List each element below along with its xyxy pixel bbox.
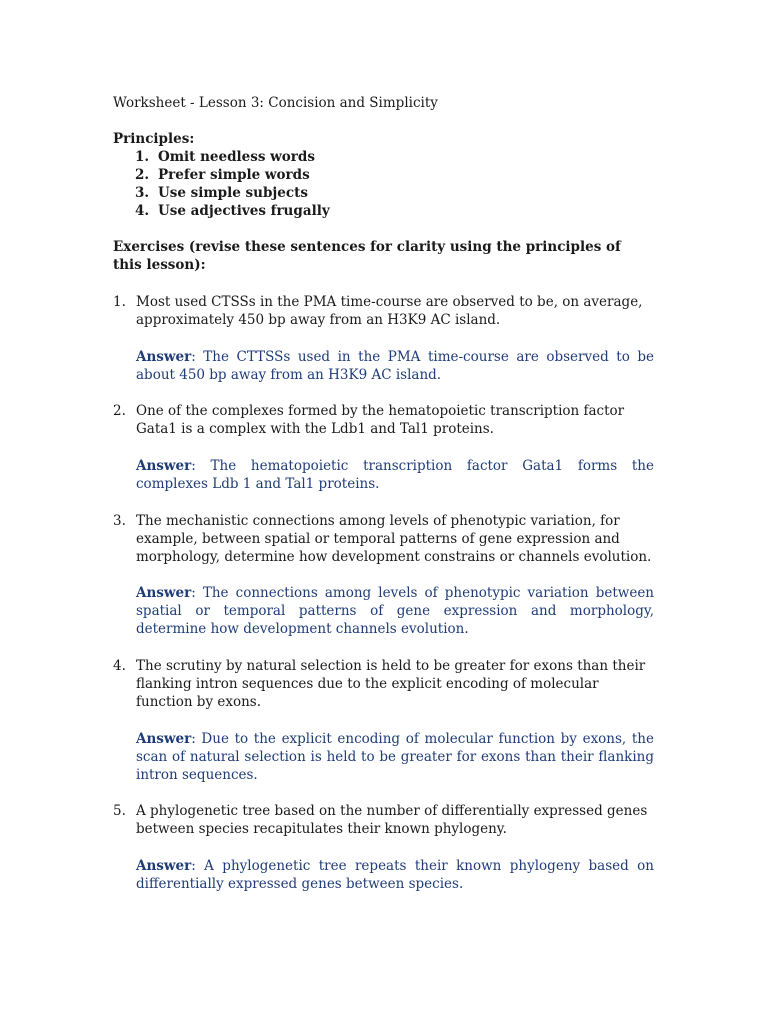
principle-number: 1. <box>135 149 150 165</box>
exercise-number: 1. <box>113 294 126 310</box>
exercise-answer <box>136 857 654 893</box>
exercise-answer <box>136 348 654 384</box>
principle-text: Omit needless words <box>158 149 315 165</box>
principle-item <box>135 202 330 220</box>
answer-label: Answer <box>136 858 192 874</box>
principle-item <box>135 184 330 202</box>
answer-text: : A phylogenetic tree repeats their known phylogeny based on differentially expressed genes between species. <box>136 858 654 892</box>
exercise-question: The mechanistic connections among levels of phenotypic variation, for example, between spatial or temporal patterns of gene expression and morphology, determine how development constrains or channels evolution. <box>136 513 652 565</box>
exercise-question: A phylogenetic tree based on the number of differentially expressed genes between species recapitulates their known phylogeny. <box>136 803 648 837</box>
exercise-answer <box>136 730 654 784</box>
answer-text: : The CTTSSs used in the PMA time-course are observed to be about 450 bp away from an H3K9 AC island. <box>136 349 654 383</box>
answer-label: Answer <box>136 585 192 601</box>
principle-text: Prefer simple words <box>158 167 310 183</box>
exercises-heading: Exercises (revise these sentences for clarity using the principles of this lesson): <box>113 239 621 273</box>
exercise-question: Most used CTSSs in the PMA time-course are observed to be, on average, approximately 450 bp away from an H3K9 AC island. <box>136 294 643 328</box>
principle-item <box>135 148 330 166</box>
principle-text: Use adjectives frugally <box>158 203 330 219</box>
answer-text: : Due to the explicit encoding of molecular function by exons, the scan of natural selection is held to be greater for exons than their flanking intron sequences. <box>136 731 654 783</box>
principle-text: Use simple subjects <box>158 185 308 201</box>
answer-label: Answer <box>136 458 192 474</box>
exercise-answer <box>136 584 654 638</box>
principle-number: 2. <box>135 167 150 183</box>
principle-item <box>135 166 330 184</box>
principles-heading: Principles: <box>113 131 195 147</box>
exercise-question: The scrutiny by natural selection is held to be greater for exons than their flanking intron sequences due to the explicit encoding of molecular function by exons. <box>136 658 646 710</box>
principles-list <box>135 148 330 220</box>
answer-label: Answer <box>136 731 192 747</box>
exercise-answer <box>136 457 654 493</box>
exercise-number: 5. <box>113 803 126 819</box>
answer-text: : The hematopoietic transcription factor Gata1 forms the complexes Ldb 1 and Tal1 proteins. <box>136 458 654 492</box>
exercise-number: 4. <box>113 658 126 674</box>
principle-number: 3. <box>135 185 150 201</box>
exercise-number: 2. <box>113 403 126 419</box>
exercise-number: 3. <box>113 513 126 529</box>
answer-label: Answer <box>136 349 192 365</box>
answer-text: : The connections among levels of phenotypic variation between spatial or temporal patterns of gene expression and morphology, determine how development channels evolution. <box>136 585 654 637</box>
principle-number: 4. <box>135 203 150 219</box>
exercise-question: One of the complexes formed by the hematopoietic transcription factor Gata1 is a complex with the Ldb1 and Tal1 proteins. <box>136 403 625 437</box>
page-title: Worksheet - Lesson 3: Concision and Simplicity <box>113 95 438 111</box>
